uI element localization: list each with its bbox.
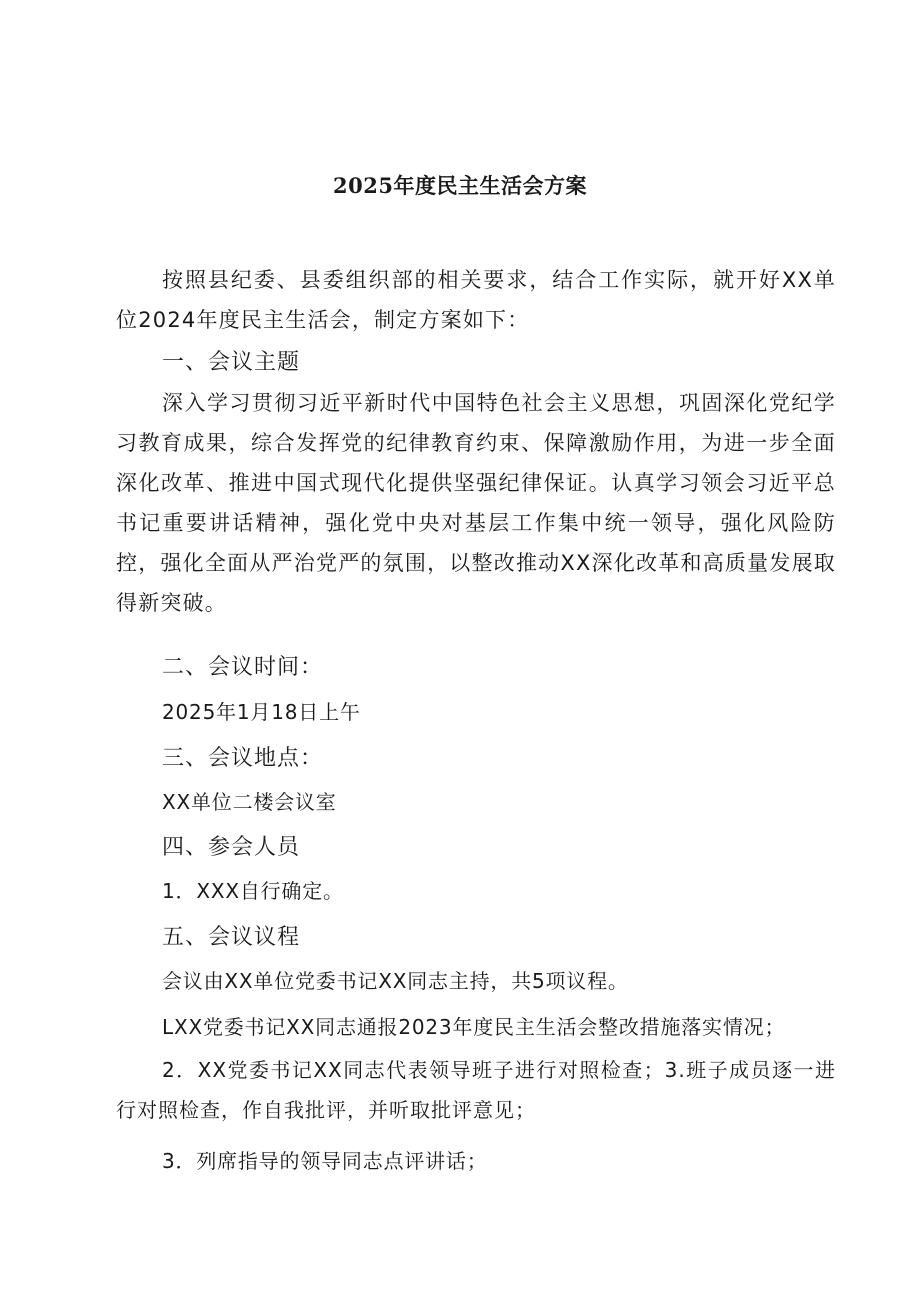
theme-paragraph: 深入学习贯彻习近平新时代中国特色社会主义思想，巩固深化党纪学习教育成果，综合发挥党的纪律教育约束、保障激励作用，为进一步全面深化改革、推进中国式现代化提供坚强纪律保证。认真学习领会习近平总书记重要讲话精神，强化党中央对基层工作集中统一领导，强化风险防控，强化全面从严治党严的氛围，以整改推动XX深化改革和高质量发展取得新突破。	[116, 391, 836, 615]
agenda-item: LXX党委书记XX同志通报2023年度民主生活会整改措施落实情况；	[162, 1015, 786, 1039]
attendees-item: 1．XXX自行确定。	[162, 879, 344, 903]
intro-paragraph: 按照县纪委、县委组织部的相关要求，结合工作实际，就开好XX单位2024年度民主生活会，制定方案如下：	[116, 268, 836, 332]
section-heading-theme: 一、会议主题	[162, 350, 301, 375]
section-heading-location: 三、会议地点：	[162, 746, 324, 771]
agenda-item: 3．列席指导的领导同志点评讲话；	[162, 1149, 488, 1173]
meeting-time: 2025年1月18日上午	[162, 700, 361, 724]
section-heading-agenda: 五、会议议程	[162, 925, 301, 950]
section-heading-attendees: 四、参会人员	[162, 835, 301, 860]
document-title: 2025年度民主生活会方案	[333, 173, 587, 198]
meeting-location: XX单位二楼会议室	[162, 790, 337, 814]
agenda-item: 2．XX党委书记XX同志代表领导班子进行对照检查；3.班子成员逐一进行对照检查，作自我批评，并听取批评意见；	[116, 1058, 836, 1122]
section-heading-time: 二、会议时间：	[162, 655, 324, 680]
agenda-intro: 会议由XX单位党委书记XX同志主持，共5项议程。	[162, 969, 629, 993]
